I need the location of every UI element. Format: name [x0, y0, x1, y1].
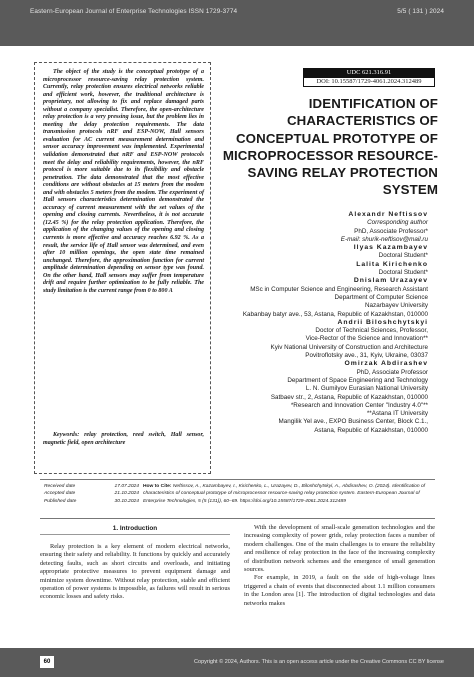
author-affiliation: Astana, Republic of Kazakhstan, 010000 [314, 426, 428, 434]
date-value: 17.07.2024 [114, 484, 139, 489]
author-affiliation: Povitroflotsky ave., 31, Kyiv, Ukraine, 03037 [305, 352, 428, 360]
date-label: Received date [44, 484, 76, 489]
date-row [44, 483, 139, 490]
author-affiliation: Kabanbay batyr ave., 53, Astana, Republic of Kazakhstan, 010000 [242, 310, 428, 318]
author-name: Omirzak Abdirashev [344, 360, 428, 368]
author-affiliation: Corresponding author [367, 219, 428, 227]
author-affiliation: MSc in Computer Science and Engineering, Research Assistant [250, 285, 428, 293]
author-affiliation: Mangilik Yel ave., EXPO Business Center, Block C.1., [278, 418, 428, 426]
udc-label: UDC 621.316.91 [303, 68, 435, 77]
author-affiliation: E-mail: shurik-neftisov@mail.ru [340, 235, 428, 243]
citation-text: Neftissov, A., Kazambayev, I., Kirichenko, L., Urazayev, D., Biloshchytskyi, A., Abdirashev, O. (2024). Identification of characteristics of conceptual prototype of microprocessor resource-saving relay protection system. Eastern-European Journal of Enterprise Technologies, 5 (5 (131)), 60–69. https://doi.org/10.15587/1729-4061.2024.312489 [143, 484, 426, 504]
running-header [0, 0, 474, 46]
author-affiliation: Kyiv National University of Construction and Architecture [270, 343, 428, 351]
footer [0, 648, 474, 677]
author-name: Andrii Biloshchytskyi [337, 318, 428, 326]
date-value: 30.10.2024 [114, 498, 139, 504]
article-title: IDENTIFICATION OF CHARACTERISTICS OF CONCEPTUAL PROTOTYPE OF MICROPROCESSOR RESOURCE-SAVING RELAY PROTECTION SYSTEM [222, 96, 438, 198]
author-name: Lalita Kirichenko [356, 260, 428, 268]
citation-label: How to Cite: [143, 484, 172, 489]
section-heading: 1. Introduction [40, 525, 230, 535]
author-affiliation: Doctoral Student* [378, 252, 428, 260]
author-affiliation: *Research and Innovation Center "Industry 4.0"** [290, 401, 428, 409]
author-affiliation: Nazarbayev University [365, 302, 428, 310]
copyright-notice: Copyright © 2024, Authors. This is an open access article under the Creative Commons CC BY license [194, 659, 444, 665]
intro-paragraph: With the development of small-scale generation technologies and the increasing complexity of power grids, relay protection faces a number of modern challenges. One of the main challenges is to ensure the reliability and resilience of relay protection in the face of the increasing complexity of distribution network schemes and the emergence of small generation sources. [244, 524, 435, 574]
date-label: Published date [44, 498, 77, 504]
author-affiliation: Vice-Rector of the Science and Innovation** [305, 335, 428, 343]
doi-label[interactable]: DOI: 10.15587/1729-4061.2024.312489 [303, 77, 435, 87]
author-affiliation: Satbaev str., 2, Astana, Republic of Kazakhstan, 010000 [270, 393, 428, 401]
abstract: The object of the study is the conceptual prototype of a microprocessor resource-saving relay protection system. Currently, relay protection ensures electrical networks reliable and efficient work, however, the traditional architecture is proprietary, not allowing to fix and replace damaged parts without a company specialist. Therefore, the open-architecture relay protection is a very pressing issue, but the problem lies in meeting the delay protection requirements. The data transmission protocols nRF and ESP-NOW, Hall sensors evaluation for AC current measurement determination and sensor accuracy improvement was implemented. Experimental validation demonstrated that nRF and ESP-NOW protocols meet the delay and reliability requirements, however, the nRF protocol is more suitable due to its flexibility and obstacle penetration. The data demonstrated that the most effective conditions are without obstacles at 15 meters from the modem and with obstacles 5 meters from the modem. The experiment of Hall sensors characteristics determination demonstrated the accuracy of current measurement with the set values of the opening and closing currents. Nevertheless, it is not accurate (12.45 %) for the relay protection application. Therefore, the application of the changing values of the opening and closing currents is more effective and accuracy reaches 6.92 %. As a result, the service life of Hall sensor was determined, and even after 10 million openings, the open state time remained unchanged. Therefore, the approximation function for current amplitude determination depending on sensor type was found. On the other hand, Hall sensors may suffer from temperature drift and require further optimization to be fully reliable. The study limitation is the current range from 0 to 800 A [43, 69, 204, 294]
author-affiliation: PhD, Associate Professor [356, 368, 428, 376]
author-name: Dnislam Urazayev [353, 277, 428, 285]
author-name: Ilyas Kazambayev [353, 244, 428, 252]
keywords: Keywords: relay protection, reed switch, Hall sensor, magnetic field, open architecture [43, 432, 204, 446]
date-row [44, 490, 139, 497]
author-affiliation: PhD, Associate Professor* [354, 227, 428, 235]
author-name: Alexandr Neftissov [348, 211, 428, 218]
author-affiliation: Department of Space Engineering and Technology [287, 376, 428, 384]
author-list [222, 211, 428, 435]
author-affiliation: Doctor of Technical Sciences, Professor, [315, 327, 428, 335]
intro-paragraph: Relay protection is a key element of modern electrical networks, ensuring their safety and reliability. It functions by quickly and accurately detecting faults, such as short circuits and overloads, and initiating appropriate protective measures to prevent equipment damage and minimize system downtime. Without relay protection, stable and efficient operation of power systems is impossible, as failures will result in serious economic losses and safety risks. [40, 543, 230, 601]
author-affiliation: Department of Computer Science [334, 293, 428, 301]
citation [143, 483, 433, 505]
author-affiliation: Doctoral Student* [378, 269, 428, 277]
date-value: 21.10.2024 [114, 491, 139, 497]
intro-right-column [244, 524, 435, 608]
article-dates [44, 483, 139, 505]
author-affiliation: **Astana IT University [366, 410, 428, 418]
intro-paragraph: For example, in 2019, a fault on the side of high-voltage lines triggered a chain of events that disconnected about 1.1 million consumers in the London area [1]. The introduction of digital technologies and data networks makes [244, 574, 435, 607]
date-row [44, 498, 139, 505]
author-affiliation: L. N. Gumilyov Eurasian National University [305, 385, 428, 393]
divider [40, 518, 435, 519]
issue-header: 5/5 ( 131 ) 2024 [397, 8, 444, 15]
page-number: 60 [40, 656, 54, 668]
date-label: Accepted date [44, 491, 76, 497]
journal-header: Eastern-European Journal of Enterprise Technologies ISSN 1729-3774 [30, 8, 238, 15]
divider [40, 479, 435, 480]
